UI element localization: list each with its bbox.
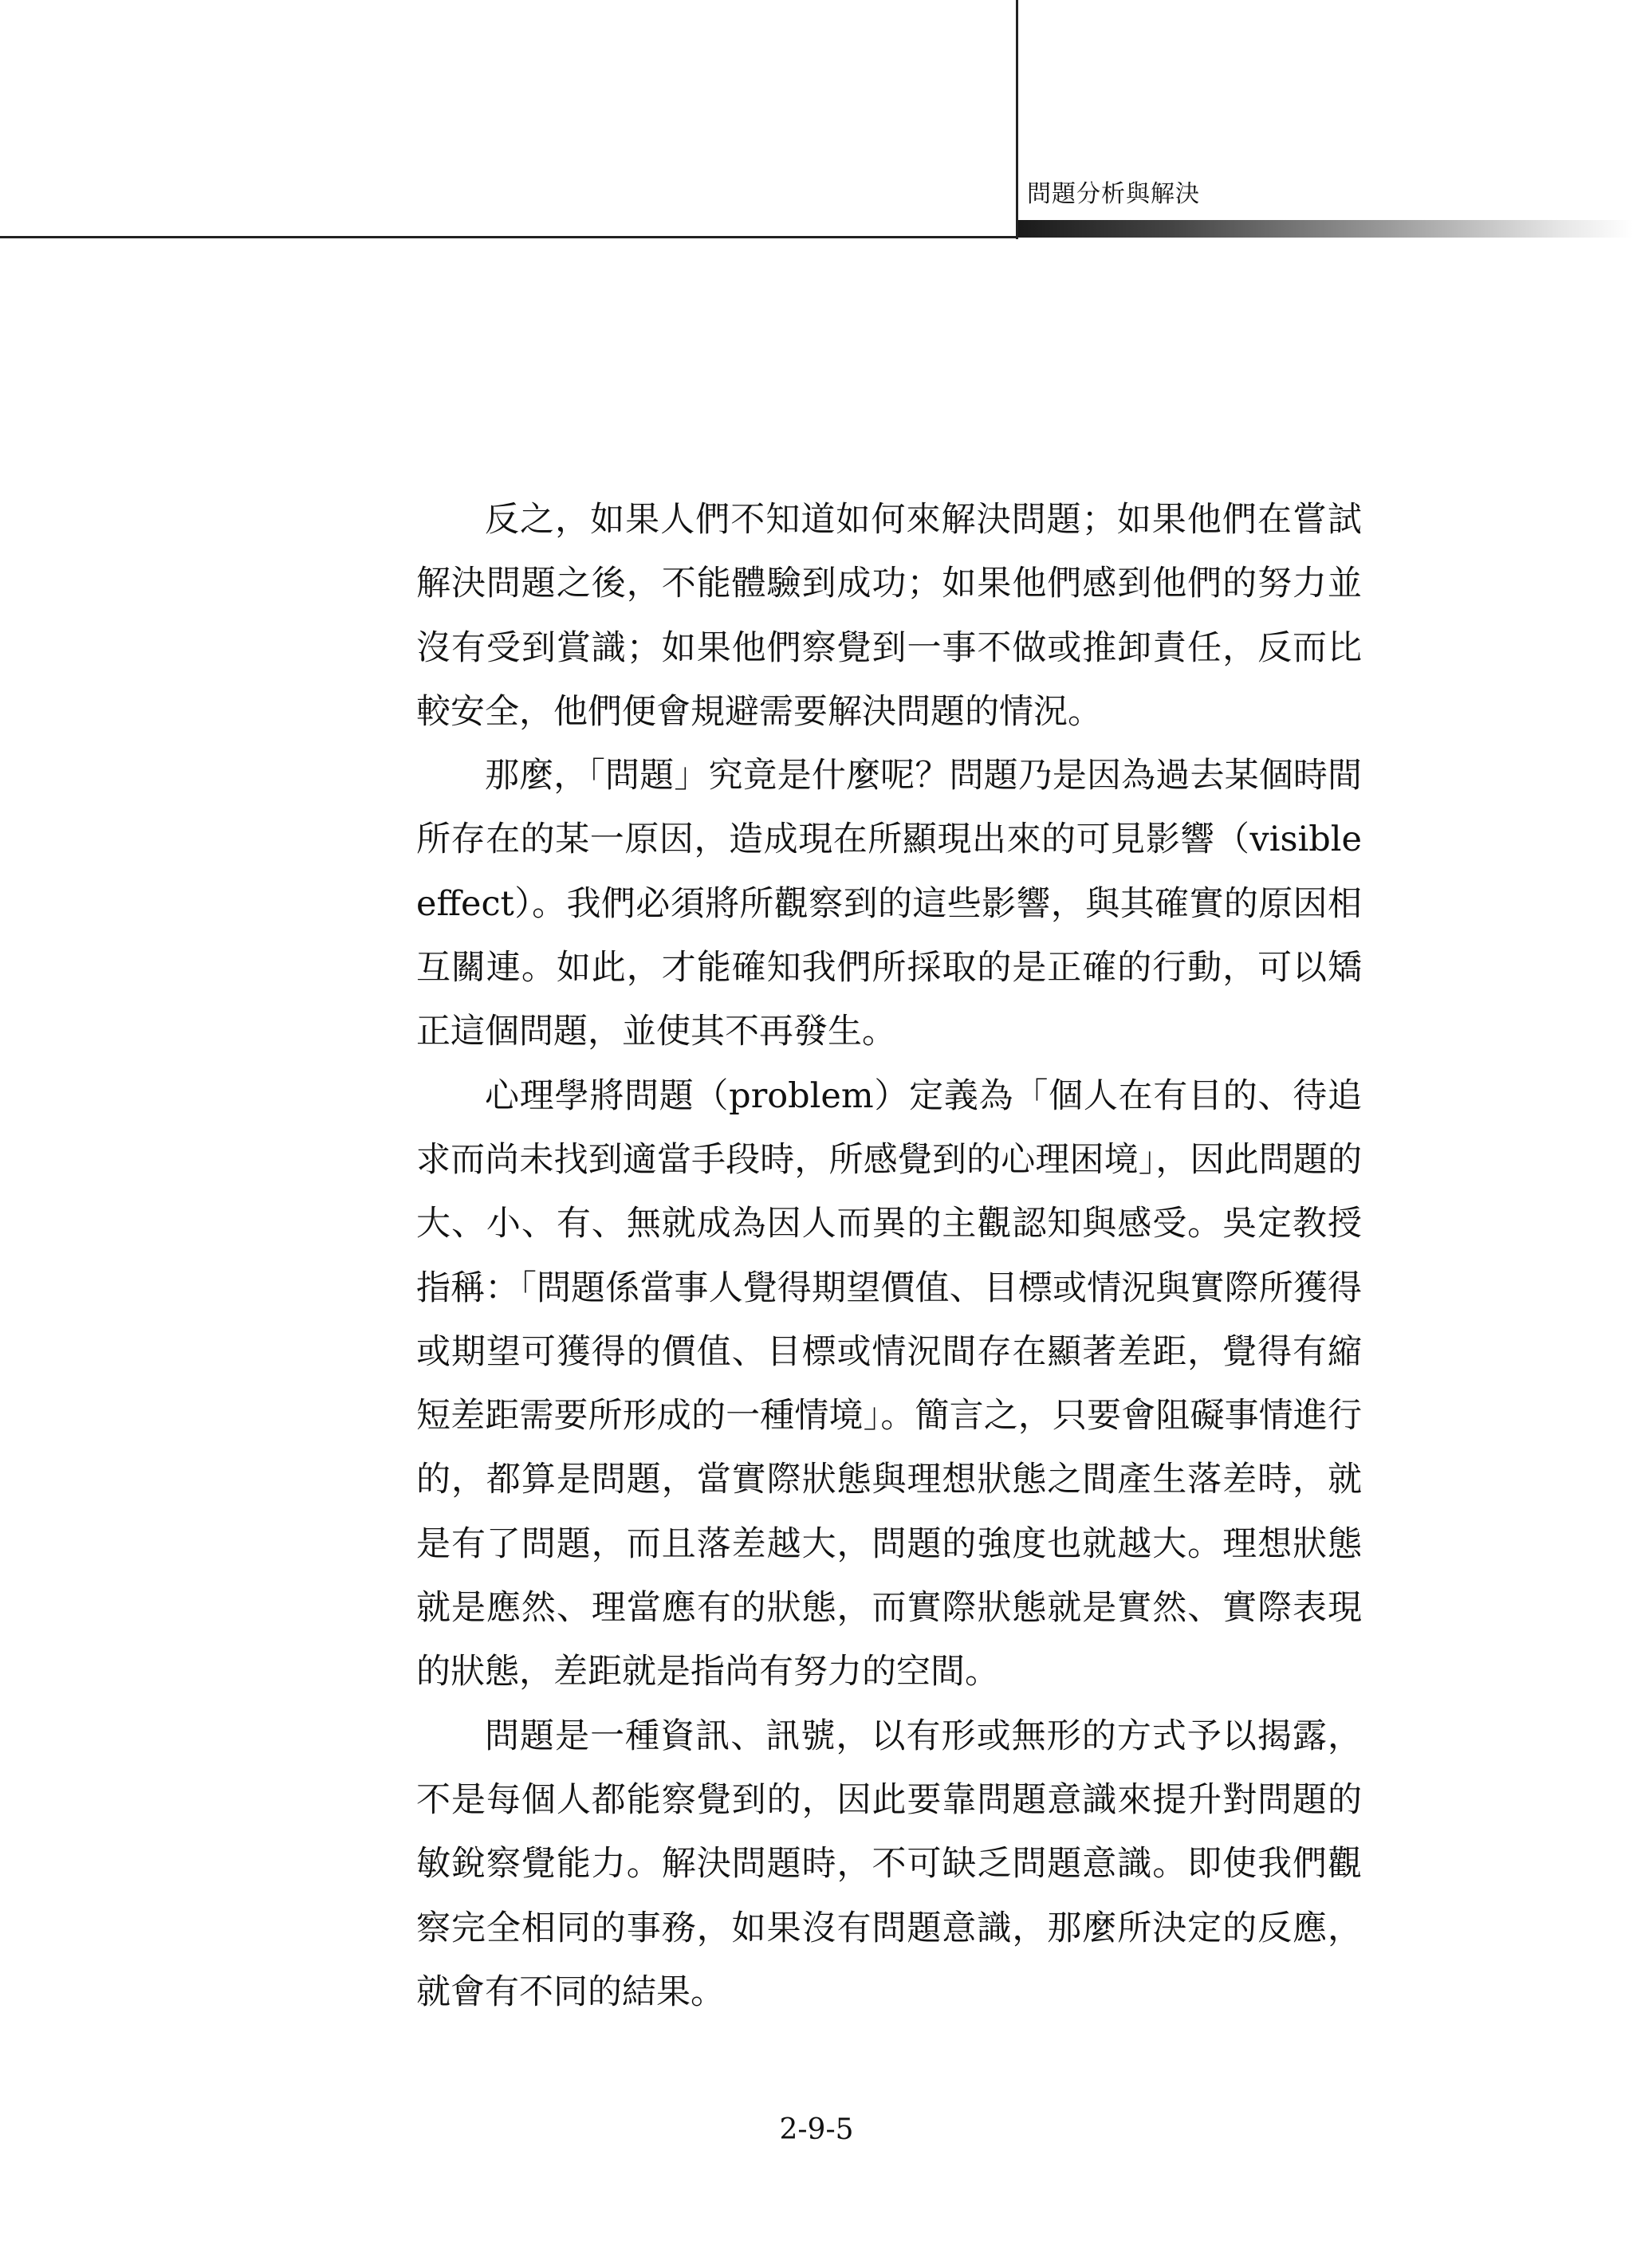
page-number: 2-9-5 <box>779 2113 854 2146</box>
body-text <box>416 488 1362 2024</box>
paragraph: 反之，如果人們不知道如何來解決問題；如果他們在嘗試解決問題之後，不能體驗到成功；如果他們感到他們的努力並沒有受到賞識；如果他們察覺到一事不做或推卸責任，反而比較安全，他們便會規避需要解決問題的情況。 <box>416 500 1362 732</box>
header-vertical-rule <box>1016 0 1018 239</box>
running-title: 問題分析與解決 <box>1027 180 1200 208</box>
paragraph: 心理學將問題（problem）定義為「個人在有目的、待追求而尚未找到適當手段時，所感覺到的心理困境」，因此問題的大、小、有、無就成為因人而異的主觀認知與感受。吳定教授指稱：「問題係當事人覺得期望價值、目標或情況與實際所獲得或期望可獲得的價值、目標或情況間存在顯著差距，覺得有縮短差距需要所形成的一種情境」。簡言之，只要會阻礙事情進行的，都算是問題，當實際狀態與理想狀態之間產生落差時，就是有了問題，而且落差越大，問題的強度也就越大。理想狀態就是應然、理當應有的狀態，而實際狀態就是實然、實際表現的狀態，差距就是指尚有努力的空間。 <box>416 1075 1362 1692</box>
paragraph: 那麼，「問題」究竟是什麼呢？問題乃是因為過去某個時間所存在的某一原因，造成現在所顯現出來的可見影響（visible effect）。我們必須將所觀察到的這些影響，與其確實的原因相互關連。如此，才能確知我們所採取的是正確的行動，可以矯正這個問題，並使其不再發生。 <box>416 756 1362 1052</box>
header-gradient-bar <box>1018 220 1633 238</box>
paragraph: 問題是一種資訊、訊號，以有形或無形的方式予以揭露，不是每個人都能察覺到的，因此要靠問題意識來提升對問題的敏銳察覺能力。解決問題時，不可缺乏問題意識。即使我們觀察完全相同的事務，如果沒有問題意識，那麼所決定的反應，就會有不同的結果。 <box>416 1716 1362 2012</box>
header-horizontal-rule <box>0 236 1018 238</box>
